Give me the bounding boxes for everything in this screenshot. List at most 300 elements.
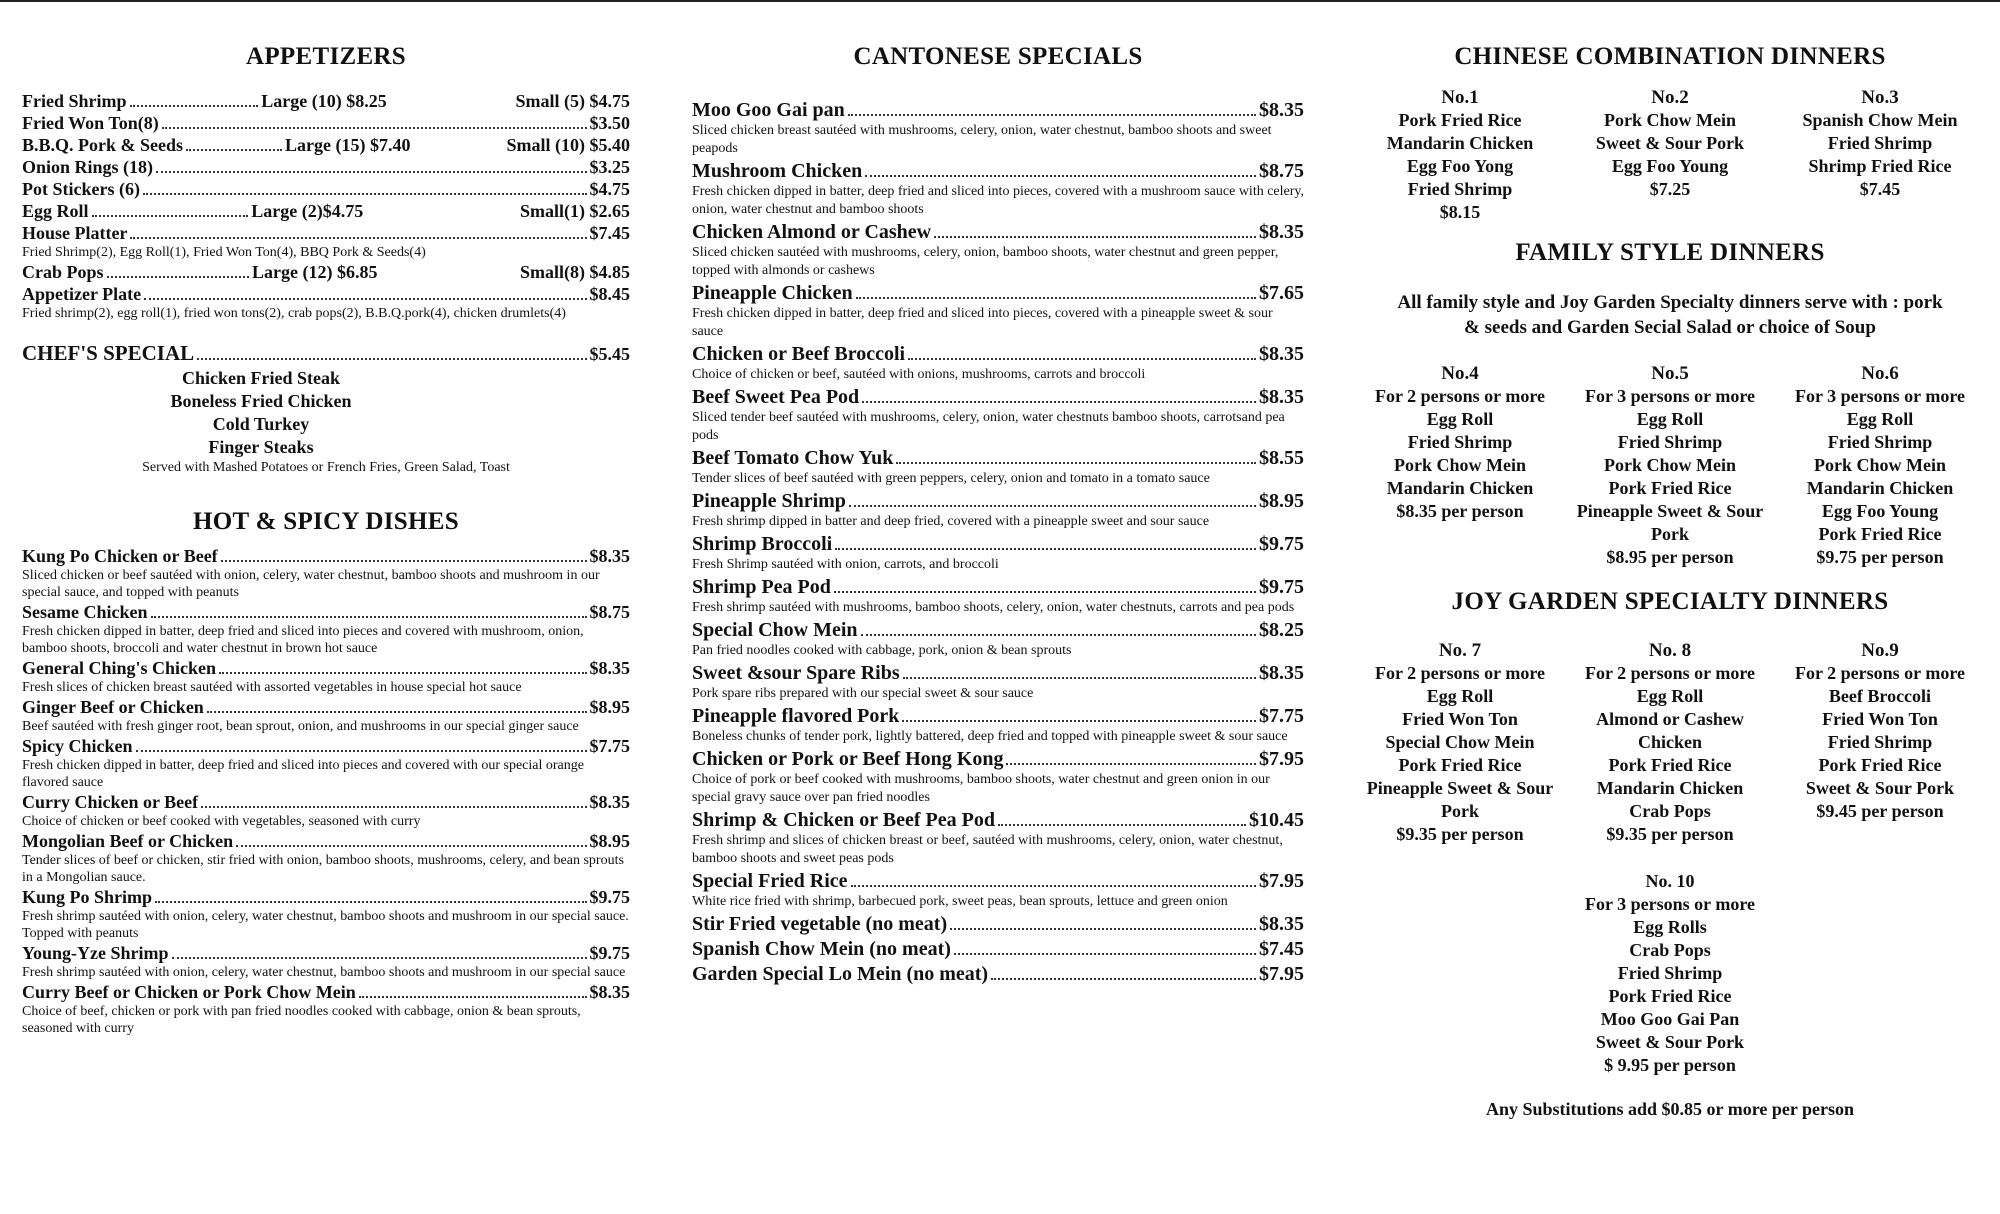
chef-special-note: Served with Mashed Potatoes or French Fries, Green Salad, Toast [142, 460, 510, 475]
dinner-line: Egg Foo Yong [1406, 156, 1514, 176]
menu-item-name: Curry Chicken or Beef [22, 792, 199, 812]
menu-item-description: Choice of chicken or beef cooked with vegetables, seasoned with curry [22, 814, 421, 829]
dinner-number: No.6 [1861, 363, 1899, 384]
menu-item-price: $8.35 [589, 546, 630, 566]
dinner-line: For 3 persons or more [1585, 894, 1755, 914]
menu-item-description: Fresh shrimp sautéed with onion, celery, water chestnut, bamboo shoots and mushroom in our special sauce [22, 965, 626, 980]
menu-item-name: Kung Po Chicken or Beef [22, 546, 218, 566]
menu-item-price: $3.50 [589, 113, 630, 133]
dinner-line: Spanish Chow Mein [1802, 110, 1958, 130]
dot-leader [903, 677, 1256, 679]
dot-leader [221, 560, 587, 562]
dot-leader [851, 885, 1256, 887]
dot-leader [143, 193, 587, 195]
menu-item-row [692, 489, 1304, 513]
menu-item-name: Chicken Almond or Cashew [692, 221, 932, 243]
dinner-price: $9.35 per person [1606, 824, 1734, 844]
menu-item-row [22, 601, 630, 623]
menu-item-description: Fresh shrimp sautéed with mushrooms, bamboo shoots, celery, onion, water chestnuts, carrots and pea pods [692, 600, 1295, 615]
dinner-line: Mandarin Chicken [1806, 478, 1954, 498]
dinner-number: No. 10 [1645, 871, 1695, 891]
menu-item-name: Spicy Chicken [22, 736, 133, 756]
chef-special-row [22, 340, 630, 367]
dinner-line: Mandarin Chicken [1386, 478, 1534, 498]
menu-item-name: Shrimp & Chicken or Beef Pea Pod [692, 809, 995, 831]
menu-item-name: Young-Yze Shrimp [22, 943, 169, 963]
dinner-line: For 2 persons or more [1375, 663, 1545, 683]
menu-item-row [692, 912, 1304, 936]
appetizer-list [22, 90, 630, 322]
dinner-number: No.5 [1651, 363, 1689, 384]
menu-item-name: Ginger Beef or Chicken [22, 697, 204, 717]
menu-item [692, 385, 1304, 445]
menu-item-description: Fried Shrimp(2), Egg Roll(1), Fried Won Ton(4), BBQ Pork & Seeds(4) [22, 245, 426, 260]
dot-leader [162, 127, 587, 129]
menu-item-price: $8.75 [589, 602, 630, 622]
menu-item-name: Special Chow Mein [692, 619, 858, 641]
menu-item-row [692, 869, 1304, 893]
menu-item-row [22, 112, 630, 134]
dinner-line: Fried Won Ton [1822, 709, 1938, 729]
combination-grid [1360, 86, 1980, 224]
chef-special-price: $5.45 [589, 344, 630, 364]
dinner-line: Fried Shrimp [1827, 732, 1933, 752]
menu-item [22, 283, 630, 322]
cantonese-title: CANTONESE SPECIALS [853, 43, 1143, 70]
family-title: FAMILY STYLE DINNERS [1515, 239, 1825, 266]
menu-item [22, 942, 630, 981]
menu-item [22, 112, 630, 134]
menu-item [22, 830, 630, 886]
dot-leader [130, 105, 259, 107]
menu-item-row [22, 886, 630, 908]
menu-item-description: Fresh shrimp and slices of chicken breast or beef, sautéed with mushrooms, celery, onion, water chestnut, bamboo shoots and sweet peas pods [692, 833, 1283, 866]
dot-leader [902, 720, 1256, 722]
dinner-line: Beef Broccoli [1828, 686, 1932, 706]
menu-item-name: Pineapple Chicken [692, 282, 853, 304]
menu-item-row [22, 156, 630, 178]
column-left [22, 40, 630, 1037]
dot-leader [155, 901, 586, 903]
menu-item [22, 222, 630, 261]
menu-item [22, 90, 630, 112]
menu-item-price: $7.65 [1259, 282, 1304, 304]
menu-item-price: $8.95 [1259, 490, 1304, 512]
menu-item-description: Boneless chunks of tender pork, lightly battered, deep fried and topped with pineapple sweet & sour sauce [692, 729, 1288, 744]
substitution-note: Any Substitutions add $0.85 or more per person [1485, 1099, 1855, 1119]
menu-item-row [692, 342, 1304, 366]
dinner-line: For 3 persons or more [1795, 386, 1965, 406]
menu-item-row [692, 808, 1304, 832]
menu-item-description: Pork spare ribs prepared with our special sweet & sour sauce [692, 686, 1034, 701]
menu-item [692, 159, 1304, 219]
dinner-line: Sweet & Sour Pork [1595, 1032, 1745, 1052]
menu-item-name: Spanish Chow Mein (no meat) [692, 938, 951, 960]
menu-item-name: Kung Po Shrimp [22, 887, 153, 907]
menu-item-description: Tender slices of beef or chicken, stir fried with onion, bamboo shoots, mushrooms, celery, and bean sprouts in a Mongolian sauce. [22, 853, 624, 885]
dinner-line: Egg Roll [1846, 409, 1914, 429]
dot-leader [834, 591, 1256, 593]
menu-item-name: Sesame Chicken [22, 602, 148, 622]
menu-item-description: Beef sautéed with fresh ginger root, bean sprout, onion, and mushrooms in our special ginger sauce [22, 719, 579, 734]
menu-item-name: Stir Fried vegetable (no meat) [692, 913, 948, 935]
menu-item-name: Beef Sweet Pea Pod [692, 386, 860, 408]
menu-item-price: $8.55 [1259, 447, 1304, 469]
menu-item [692, 661, 1304, 703]
menu-item-row [692, 281, 1304, 305]
menu-item-price: $8.35 [1259, 386, 1304, 408]
dot-leader [835, 548, 1256, 550]
menu-item-row [692, 385, 1304, 409]
menu-item [692, 489, 1304, 531]
chef-special-name: CHEF'S SPECIAL [22, 341, 195, 365]
dinner-line: Crab Pops [1629, 940, 1711, 960]
dot-leader [197, 358, 586, 360]
menu-item [692, 869, 1304, 911]
dinner-line: Egg Roll [1636, 686, 1704, 706]
dot-leader [908, 358, 1256, 360]
menu-item-description: Choice of chicken or beef, sautéed with onions, mushrooms, carrots and broccoli [692, 367, 1146, 382]
chef-special-item: Boneless Fried Chicken [170, 391, 352, 411]
dot-leader [934, 236, 1256, 238]
menu-item-price: $8.35 [1259, 221, 1304, 243]
column-right [1360, 40, 1980, 1121]
menu-item-row [22, 657, 630, 679]
menu-item-price: $8.35 [1259, 343, 1304, 365]
menu-item-description: Fried shrimp(2), egg roll(1), fried won tons(2), crab pops(2), B.B.Q.pork(4), chicken drumlets(4) [22, 306, 566, 321]
dinner-card [1570, 639, 1770, 846]
menu-item-name: Beef Tomato Chow Yuk [692, 447, 894, 469]
menu-item-row [692, 704, 1304, 728]
menu-item-row [22, 981, 630, 1003]
menu-item [692, 220, 1304, 280]
dinner-line: Crab Pops [1629, 801, 1711, 821]
menu-item-row [22, 178, 630, 200]
dot-leader [991, 978, 1256, 980]
menu-item-price: $7.95 [1259, 870, 1304, 892]
menu-item-price: $7.75 [589, 736, 630, 756]
menu-item-name: Pineapple flavored Pork [692, 705, 900, 727]
menu-item-name: Chicken or Beef Broccoli [692, 343, 906, 365]
menu-item-price: $7.75 [1259, 705, 1304, 727]
chef-special-item: Chicken Fried Steak [181, 368, 340, 388]
menu-item-price: $9.75 [589, 943, 630, 963]
menu-item-row [692, 98, 1304, 122]
menu-item [22, 735, 630, 791]
menu-item-row [22, 696, 630, 718]
menu-item [22, 886, 630, 942]
menu-item-row [692, 661, 1304, 685]
dot-leader [136, 750, 587, 752]
menu-item-name: Special Fried Rice [692, 870, 848, 892]
dot-leader [92, 215, 249, 217]
menu-item-row [692, 446, 1304, 470]
menu-item-price: $8.35 [1259, 99, 1304, 121]
menu-item-large-price: Large (15) $7.40 [285, 135, 411, 155]
dinner-line: Moo Goo Gai Pan [1600, 1009, 1740, 1029]
menu-item-price: $9.75 [1259, 576, 1304, 598]
menu-item-price: Small(8) $4.85 [520, 262, 630, 282]
menu-item-name: Crab Pops [22, 262, 104, 282]
menu-item-description: Tender slices of beef sautéed with green peppers, celery, onion and tomato in a tomato sauce [692, 471, 1210, 486]
dot-leader [896, 462, 1256, 464]
dinner-line: Sweet & Sour Pork [1595, 133, 1745, 153]
menu-item-row [692, 575, 1304, 599]
dinner-price: $7.25 [1649, 179, 1691, 199]
dinner-line: Egg Roll [1636, 409, 1704, 429]
menu-item-name: Onion Rings (18) [22, 157, 154, 177]
menu-item-price: $9.75 [1259, 533, 1304, 555]
dinner-price: $8.35 per person [1396, 501, 1524, 521]
menu-item-price: $8.95 [589, 697, 630, 717]
menu-item [692, 747, 1304, 807]
menu-item-price: $8.35 [589, 982, 630, 1002]
menu-item-name: B.B.Q. Pork & Seeds [22, 135, 184, 155]
dinner-line: Pineapple Sweet & Sour Pork [1366, 778, 1554, 821]
dot-leader [950, 928, 1256, 930]
dinner-number: No.2 [1651, 87, 1689, 108]
dinner-card [1360, 639, 1560, 846]
dot-leader [186, 149, 282, 151]
menu-item-name: Garden Special Lo Mein (no meat) [692, 963, 989, 985]
menu-item-price: $8.75 [1259, 160, 1304, 182]
menu-item-name: Moo Goo Gai pan [692, 99, 845, 121]
menu-item [22, 601, 630, 657]
dinner-card [1570, 86, 1770, 224]
menu-item-description: Pan fried noodles cooked with cabbage, pork, onion & bean sprouts [692, 643, 1072, 658]
dinner-number: No. 7 [1438, 640, 1482, 661]
menu-item-description: Sliced tender beef sautéed with mushrooms, celery, onion, water chestnuts bamboo shoots, carrotsand pea pods [692, 410, 1285, 443]
menu-item-price: $8.35 [589, 658, 630, 678]
dot-leader [130, 237, 586, 239]
combination-title: CHINESE COMBINATION DINNERS [1454, 43, 1886, 70]
dinner-price: $8.95 per person [1606, 547, 1734, 567]
dot-leader [861, 634, 1256, 636]
dinner-card [1360, 362, 1560, 569]
menu-item-row [22, 90, 630, 112]
menu-item-row [692, 220, 1304, 244]
family-grid [1360, 362, 1980, 569]
menu-item-row [22, 942, 630, 964]
menu-item [692, 962, 1304, 986]
dot-leader [144, 298, 586, 300]
dot-leader [107, 276, 250, 278]
dinner-line: Mandarin Chicken [1386, 133, 1534, 153]
menu-item [22, 545, 630, 601]
menu-item-price: $8.35 [589, 792, 630, 812]
hot-spicy-list [22, 545, 630, 1037]
menu-item-description: Sliced chicken breast sautéed with mushrooms, celery, onion, water chestnut, bamboo shoots and sweet peapods [692, 123, 1272, 156]
menu-item-price: Small (10) $5.40 [506, 135, 630, 155]
menu-item-description: Fresh chicken dipped in batter, deep fried and sliced into pieces and covered with our special orange flavored sauce [22, 758, 584, 790]
dot-leader [848, 114, 1256, 116]
dinner-line: Fried Shrimp [1617, 432, 1723, 452]
menu-item-name: Shrimp Pea Pod [692, 576, 831, 598]
dinner-line: Fried Shrimp [1617, 963, 1723, 983]
menu-item-row [22, 735, 630, 757]
menu-item-name: Mongolian Beef or Chicken [22, 831, 234, 851]
dinner-line: Shrimp Fried Rice [1808, 156, 1952, 176]
dinner-price: $9.45 per person [1816, 801, 1944, 821]
menu-item-description: White rice fried with shrimp, barbecued pork, sweet peas, bean sprouts, lettuce and green onion [692, 894, 1228, 909]
menu-item-description: Fresh chicken dipped in batter, deep fried and sliced into pieces, covered with a pineapple sweet & sour sauce [692, 306, 1273, 339]
menu-item-large-price: Large (12) $6.85 [252, 262, 378, 282]
menu-item-price: $8.35 [1259, 662, 1304, 684]
dinner-card [1360, 86, 1560, 224]
menu-item [22, 981, 630, 1037]
menu-item-price: Small(1) $2.65 [520, 201, 630, 221]
menu-item [692, 912, 1304, 936]
menu-item [22, 200, 630, 222]
dinner-price: $7.45 [1859, 179, 1901, 199]
top-border [0, 0, 2000, 2]
dinner-line: Fried Won Ton [1402, 709, 1518, 729]
menu-item-description: Sliced chicken or beef sautéed with onion, celery, water chestnut, bamboo shoots and mushroom in our special sauce, and topped with peanuts [22, 568, 600, 600]
appetizers-title: APPETIZERS [246, 43, 406, 70]
chef-special-item: Cold Turkey [212, 414, 310, 434]
menu-item [22, 261, 630, 283]
dot-leader [207, 711, 587, 713]
dinner-number: No.9 [1861, 640, 1899, 661]
menu-item-name: Shrimp Broccoli [692, 533, 833, 555]
dot-leader [201, 806, 586, 808]
menu-item-row [22, 261, 630, 283]
menu-item-description: Fresh shrimp dipped in batter and deep fried, covered with a pineapple sweet and sour sauce [692, 514, 1210, 529]
menu-item-price: $7.45 [1259, 938, 1304, 960]
hot-spicy-title: HOT & SPICY DISHES [193, 508, 459, 535]
dinner-line: Egg Foo Young [1611, 156, 1729, 176]
menu-item-name: Sweet &sour Spare Ribs [692, 662, 900, 684]
dinner-line: Egg Foo Young [1821, 501, 1939, 521]
chef-special-item: Finger Steaks [208, 437, 314, 457]
menu-item-name: Egg Roll [22, 201, 89, 221]
dinner-line: For 2 persons or more [1585, 663, 1755, 683]
dot-leader [849, 505, 1256, 507]
dinner-line: Pork Fried Rice [1398, 755, 1522, 775]
dinner-line: Fried Shrimp [1407, 179, 1513, 199]
menu-item [22, 696, 630, 735]
menu-item-price: $8.45 [589, 284, 630, 304]
menu-item-row [692, 747, 1304, 771]
dinner-price: $9.75 per person [1816, 547, 1944, 567]
menu-item-description: Fresh shrimp sautéed with onion, celery, water chestnut, bamboo shoots and mushroom in our special sauce. Topped with peanuts [22, 909, 629, 941]
menu-item-large-price: Large (10) $8.25 [261, 91, 387, 111]
dot-leader [236, 845, 586, 847]
menu-item-name: Fried Won Ton(8) [22, 113, 159, 133]
menu-item-name: Mushroom Chicken [692, 160, 863, 182]
dinner-line: Pork Fried Rice [1818, 524, 1942, 544]
chef-special-items [22, 367, 630, 459]
menu-item [692, 937, 1304, 961]
menu-item-row [692, 937, 1304, 961]
dot-leader [998, 824, 1246, 826]
menu-item-price: $7.45 [589, 223, 630, 243]
dot-leader [172, 957, 587, 959]
dinner-no10 [1360, 870, 1980, 1077]
dinner-line: For 2 persons or more [1795, 663, 1965, 683]
menu-item-description: Choice of beef, chicken or pork with pan fried noodles cooked with cabbage, onion & bean sprouts, seasoned with curry [22, 1004, 581, 1036]
menu-item-description: Choice of pork or beef cooked with mushrooms, bamboo shoots, water chestnut and green onion in our special gravy sauce over pan fried noodles [692, 772, 1270, 805]
dinner-number: No. 8 [1648, 640, 1692, 661]
dinner-line: Almond or Cashew Chicken [1596, 709, 1744, 752]
menu-item [692, 98, 1304, 158]
dot-leader [156, 171, 586, 173]
dinner-line: Pork Chow Mein [1394, 455, 1526, 475]
menu-item [692, 575, 1304, 617]
dinner-card [1780, 86, 1980, 224]
dinner-line: Sweet & Sour Pork [1805, 778, 1955, 798]
joy-garden-title: JOY GARDEN SPECIALTY DINNERS [1451, 588, 1889, 615]
menu-item-description: Sliced chicken sautéed with mushrooms, celery, onion, bamboo shoots, water chestnut and green pepper, topped with almonds or cashews [692, 245, 1279, 278]
menu-item-row [692, 159, 1304, 183]
dinner-line: Egg Roll [1426, 409, 1494, 429]
menu-item-name: Pot Stickers (6) [22, 179, 140, 199]
dinner-line: Pork Fried Rice [1608, 755, 1732, 775]
dinner-line: Mandarin Chicken [1596, 778, 1744, 798]
dot-leader [1006, 763, 1256, 765]
dinner-line: Pork Chow Mein [1604, 110, 1736, 130]
dinner-line: Fried Shrimp [1407, 432, 1513, 452]
dinner-line: Fried Shrimp [1827, 133, 1933, 153]
menu-item [692, 342, 1304, 384]
menu-item-price: $10.45 [1249, 809, 1304, 831]
menu-item-name: General Ching's Chicken [22, 658, 217, 678]
menu-item-row [692, 532, 1304, 556]
menu-item [22, 134, 630, 156]
dot-leader [865, 175, 1256, 177]
menu-item [22, 657, 630, 696]
menu-item-name: Curry Beef or Chicken or Pork Chow Mein [22, 982, 356, 1002]
dinner-line: Pork Chow Mein [1814, 455, 1946, 475]
menu-item-description: Fresh slices of chicken breast sautéed with assorted vegetables in house special hot sauce [22, 680, 522, 695]
dinner-line: Pineapple Sweet & Sour Pork [1576, 501, 1764, 544]
menu-item [22, 791, 630, 830]
dinner-line: Egg Roll [1426, 686, 1494, 706]
menu-item-name: Appetizer Plate [22, 284, 142, 304]
column-middle [692, 40, 1304, 987]
menu-item [692, 446, 1304, 488]
menu-item-description: Fresh chicken dipped in batter, deep fried and sliced into pieces, covered with a mushroom sauce with celery, onion, water chestnut and bamboo shoots [692, 184, 1304, 217]
menu-item-row [22, 545, 630, 567]
menu-item [22, 156, 630, 178]
dot-leader [862, 401, 1256, 403]
cantonese-list [692, 98, 1304, 986]
dinner-line: For 2 persons or more [1375, 386, 1545, 406]
menu-item-large-price: Large (2)$4.75 [251, 201, 364, 221]
dinner-number: No.1 [1441, 87, 1479, 108]
dinner-line: Pork Fried Rice [1818, 755, 1942, 775]
menu-item [692, 808, 1304, 868]
dinner-line: Egg Rolls [1633, 917, 1707, 937]
menu-item-price: $8.25 [1259, 619, 1304, 641]
menu-item-price: Small (5) $4.75 [515, 91, 630, 111]
dinner-price: $9.35 per person [1396, 824, 1524, 844]
menu-item-row [22, 200, 630, 222]
menu-item-price: $7.95 [1259, 963, 1304, 985]
menu-item-name: House Platter [22, 223, 128, 243]
dot-leader [856, 297, 1256, 299]
menu-item [692, 704, 1304, 746]
menu-item-price: $3.25 [589, 157, 630, 177]
menu-item-description: Fresh chicken dipped in batter, deep fried and sliced into pieces and covered with mushroom, onion, bamboo shoots, broccoli and water chestnut in brown hot sauce [22, 624, 584, 656]
menu-item-price: $8.35 [1259, 913, 1304, 935]
family-note: All family style and Joy Garden Specialty dinners serve with : pork & seeds and Garden Secial Salad or choice of Soup [1397, 292, 1943, 338]
dinner-line: Pork Fried Rice [1608, 478, 1732, 498]
dinner-line: Pork Fried Rice [1398, 110, 1522, 130]
menu-item-row [22, 283, 630, 305]
dot-leader [954, 953, 1256, 955]
menu-item-price: $9.75 [589, 887, 630, 907]
